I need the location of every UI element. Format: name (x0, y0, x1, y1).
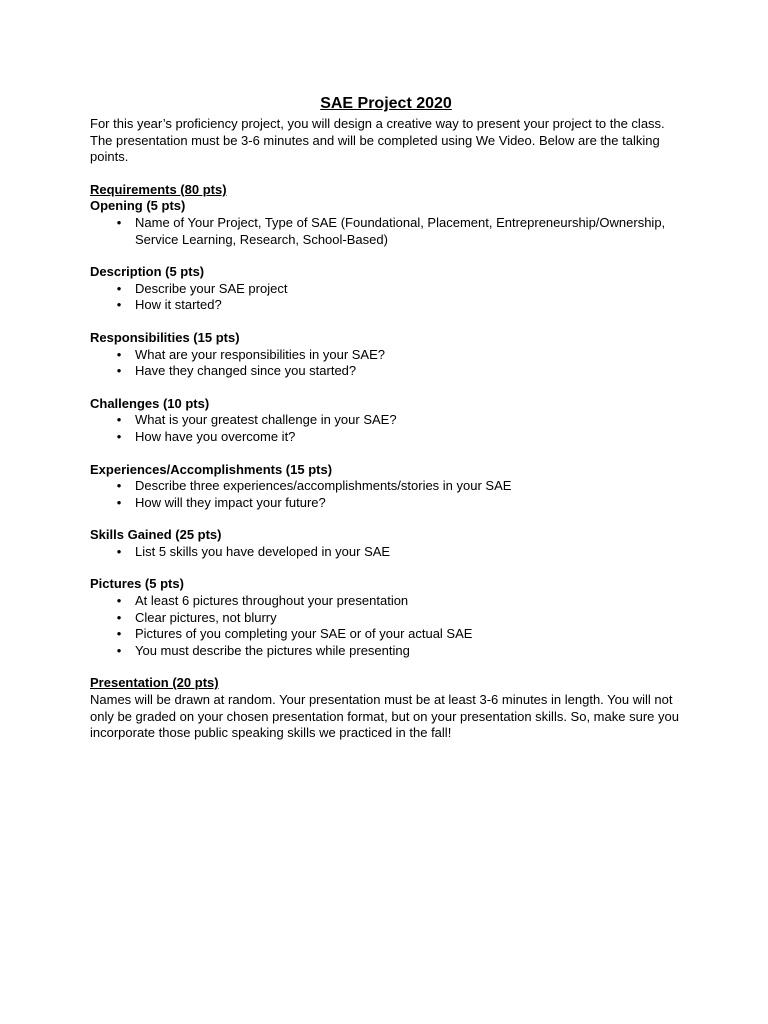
bullet-text: What is your greatest challenge in your SAE? (135, 412, 397, 428)
bullet-item (90, 593, 682, 610)
requirement-section (90, 576, 682, 659)
bullet-item (90, 495, 682, 512)
requirement-section (90, 527, 682, 560)
bullet-text: How it started? (135, 297, 222, 313)
section-heading: Description (5 pts) (90, 264, 205, 280)
bullet-icon: • (116, 346, 122, 362)
bullet-icon: • (116, 626, 122, 642)
bullet-list (90, 347, 682, 380)
bullet-item (90, 412, 682, 429)
presentation-section (90, 675, 682, 741)
section-heading: Pictures (5 pts) (90, 576, 184, 592)
presentation-paragraph: Names will be drawn at random. Your presentation must be at least 3-6 minutes in length. You will not only be graded on your chosen presentation format, but on your presentation skills. So, make sure you incorporate those public speaking skills we practiced in the fall! (90, 692, 679, 741)
presentation-heading: Presentation (20 pts) (90, 675, 219, 691)
bullet-text: Name of Your Project, Type of SAE (Foundational, Placement, Entrepreneurship/Ownership, Service Learning, Research, School-Based) (135, 214, 666, 247)
bullet-item (90, 281, 682, 298)
bullet-text: How have you overcome it? (135, 428, 296, 444)
bullet-item (90, 544, 682, 561)
requirement-section (90, 330, 682, 380)
requirement-section (90, 198, 682, 248)
section-heading: Responsibilities (15 pts) (90, 329, 240, 345)
requirement-section (90, 264, 682, 314)
bullet-text: At least 6 pictures throughout your presentation (135, 593, 409, 609)
bullet-item (90, 610, 682, 627)
bullet-item (90, 215, 682, 248)
bullet-text: What are your responsibilities in your SAE? (135, 346, 386, 362)
bullet-item (90, 297, 682, 314)
bullet-icon: • (116, 543, 122, 559)
bullet-text: Pictures of you completing your SAE or of your actual SAE (135, 626, 473, 642)
bullet-text: Clear pictures, not blurry (135, 609, 277, 625)
requirements-sections (90, 198, 682, 659)
bullet-list (90, 544, 682, 561)
requirement-section (90, 462, 682, 512)
bullet-icon: • (116, 280, 122, 296)
bullet-item (90, 626, 682, 643)
document-page (90, 94, 682, 742)
bullet-icon: • (116, 642, 122, 658)
bullet-text: List 5 skills you have developed in your SAE (135, 543, 391, 559)
section-heading: Challenges (10 pts) (90, 395, 210, 411)
bullet-text: Have they changed since you started? (135, 363, 357, 379)
document-title: SAE Project 2020 (320, 95, 452, 112)
requirements-heading: Requirements (80 pts) (90, 181, 227, 197)
bullet-icon: • (116, 412, 122, 428)
bullet-icon: • (116, 428, 122, 444)
bullet-item (90, 363, 682, 380)
bullet-item (90, 429, 682, 446)
bullet-item (90, 347, 682, 364)
bullet-item (90, 643, 682, 660)
bullet-list (90, 478, 682, 511)
section-heading: Skills Gained (25 pts) (90, 527, 222, 543)
bullet-text: How will they impact your future? (135, 494, 326, 510)
bullet-icon: • (116, 297, 122, 313)
bullet-list (90, 215, 682, 248)
bullet-list (90, 281, 682, 314)
bullet-list (90, 593, 682, 659)
bullet-icon: • (116, 363, 122, 379)
requirement-section (90, 396, 682, 446)
bullet-icon: • (116, 478, 122, 494)
bullet-icon: • (116, 593, 122, 609)
section-heading: Experiences/Accomplishments (15 pts) (90, 461, 333, 477)
bullet-item (90, 478, 682, 495)
bullet-icon: • (116, 609, 122, 625)
intro-paragraph: For this year’s proficiency project, you will design a creative way to present your project to the class. The presentation must be 3-6 minutes and will be completed using We Video. Below are the talking points. (90, 116, 665, 165)
bullet-text: You must describe the pictures while presenting (135, 642, 410, 658)
bullet-icon: • (116, 214, 122, 230)
bullet-icon: • (116, 494, 122, 510)
bullet-text: Describe your SAE project (135, 280, 288, 296)
bullet-list (90, 412, 682, 445)
bullet-text: Describe three experiences/accomplishments/stories in your SAE (135, 478, 512, 494)
section-heading: Opening (5 pts) (90, 198, 186, 214)
